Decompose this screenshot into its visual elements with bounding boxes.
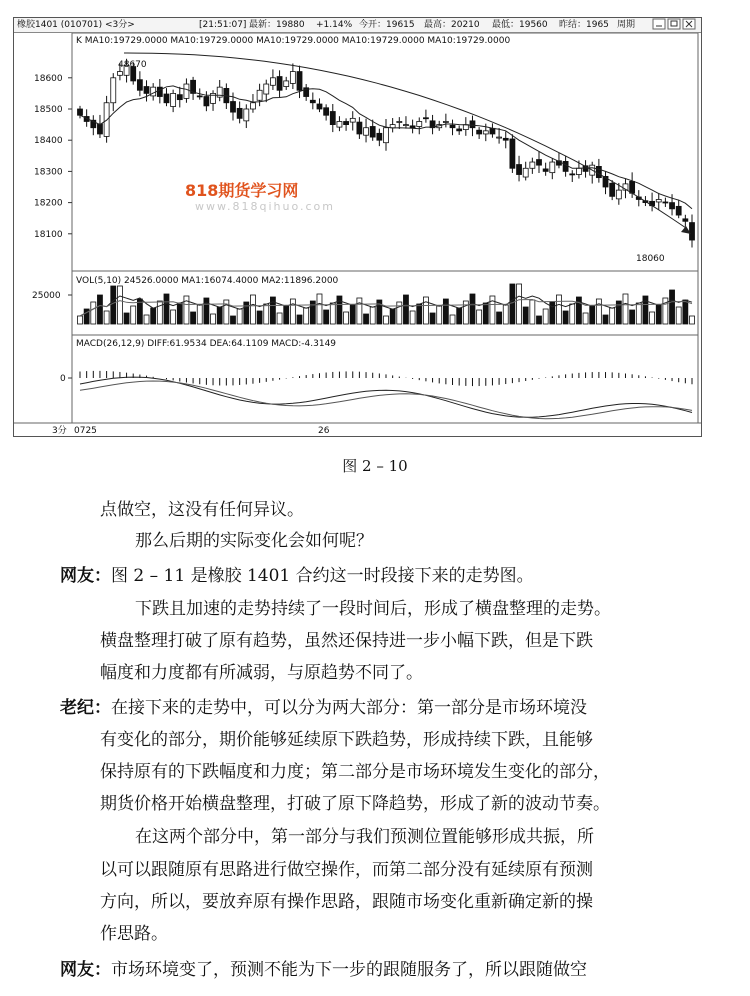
volume-bar	[397, 302, 402, 324]
paragraph-2: 那么后期的实际变化会如何呢？	[135, 531, 373, 551]
candle-body	[144, 87, 149, 94]
candle-body	[244, 109, 249, 121]
speaker-netizen-2: 网友：	[60, 960, 111, 980]
volume-bar	[517, 284, 522, 324]
speaker-netizen: 网友：	[60, 566, 111, 586]
paragraph-5-line-2: 有变化的部分，期价能够延续原下跌趋势，形成持续下跌，且能够	[100, 730, 593, 750]
volume-bar	[324, 310, 329, 324]
volume-bar	[344, 312, 349, 324]
paragraph-7-text: 市场环境变了，预测不能为下一步的跟随服务了，所以跟随做空	[111, 960, 587, 980]
volume-bar	[297, 315, 302, 324]
volume-bar	[596, 299, 601, 324]
price-tick-label: 18300	[34, 167, 63, 178]
volume-bar	[317, 294, 322, 324]
candle-body	[517, 165, 522, 175]
symbol-label: 橡胶1401 (010701) <3分>	[17, 20, 135, 30]
volume-bar	[217, 307, 222, 324]
price-header: K MA10:19729.0000 MA10:19729.0000 MA10:19729.0000 MA10:19729.0000 MA10:19729.0000	[76, 36, 511, 46]
candle-body	[357, 122, 362, 134]
volume-bar	[364, 314, 369, 324]
volume-bar	[370, 307, 375, 324]
candle-body	[137, 80, 142, 91]
candle-body	[570, 174, 575, 175]
figure-caption: 图 2 – 10	[342, 457, 408, 475]
volume-bar	[636, 303, 641, 324]
volume-bar	[510, 284, 515, 324]
candle-body	[270, 78, 275, 85]
paragraph-6-line-2: 以可以跟随原有思路进行做空操作，而第二部分没有延续原有预测	[100, 860, 593, 880]
paragraph-3	[60, 562, 534, 591]
kline-chart	[14, 33, 701, 436]
paragraph-4-line-2: 横盘整理打破了原有趋势，虽然还保持进一步小幅下跌，但是下跌	[100, 631, 593, 651]
macd-axis-ticks	[60, 374, 72, 384]
candle-body	[78, 109, 83, 115]
volume-bar	[277, 313, 282, 324]
volume-bar	[543, 309, 548, 324]
volume-bar	[204, 298, 209, 324]
candle-body	[290, 72, 295, 84]
open-label: 今开：19615	[359, 20, 415, 30]
candle-body	[470, 121, 475, 128]
volume-bar	[537, 316, 542, 324]
volume-bar	[91, 302, 96, 324]
candle-body	[423, 118, 428, 119]
paragraph-1: 点做空，这没有任何异议。	[100, 500, 304, 520]
candle-body	[503, 138, 508, 140]
volume-bar	[610, 308, 615, 324]
volume-bar	[690, 316, 695, 324]
paragraph-7	[60, 956, 587, 985]
macd-header: MACD(26,12,9) DIFF:61.9534 DEA:64.1109 MACD:-4.3149	[76, 339, 337, 349]
candle-body	[550, 162, 555, 173]
volume-bar	[330, 303, 335, 324]
volume-bar	[676, 307, 681, 324]
volume-bar	[304, 308, 309, 324]
volume-bar	[643, 296, 648, 324]
window-buttons-icon[interactable]	[652, 18, 698, 30]
volume-bar	[231, 316, 236, 324]
candle-body	[157, 87, 162, 96]
candle-body	[576, 168, 581, 174]
volume-bar	[384, 316, 389, 324]
candle-body	[523, 168, 528, 177]
candles	[78, 59, 695, 248]
volume-bars	[78, 284, 695, 324]
low-label: 最低：19560	[492, 20, 548, 30]
paragraph-4-line-3: 幅度和力度都有所减弱，与原趋势不同了。	[100, 663, 423, 683]
candle-body	[324, 108, 329, 115]
paragraph-3-text: 图 2 – 11 是橡胶 1401 合约这一时段接下来的走势图。	[111, 566, 534, 586]
volume-bar	[483, 303, 488, 324]
volume-bar	[211, 314, 216, 324]
candle-body	[317, 104, 322, 109]
macd-tick-label: 0	[60, 374, 66, 384]
candle-body	[457, 129, 462, 131]
x-start-label: 0725	[74, 426, 97, 436]
paragraph-4-line-1: 下跌且加速的走势持续了一段时间后，形成了横盘整理的走势。	[135, 599, 611, 619]
volume-bar	[450, 315, 455, 324]
prev-settle-label: 昨结：1965	[559, 20, 609, 30]
volume-bar	[264, 304, 269, 324]
volume-bar	[290, 299, 295, 324]
price-tick-label: 18200	[34, 198, 63, 209]
volume-bar	[443, 299, 448, 324]
candle-body	[477, 130, 482, 134]
candle-body	[417, 121, 422, 126]
candle-body	[197, 96, 202, 97]
candle-body	[171, 93, 176, 106]
period-label: 3分	[52, 426, 67, 436]
candle-body	[616, 190, 621, 199]
volume-bar	[197, 305, 202, 324]
candle-body	[490, 128, 495, 134]
candle-body	[97, 124, 102, 134]
candle-body	[530, 162, 535, 168]
candle-body	[330, 111, 335, 124]
volume-bar	[497, 312, 502, 324]
price-axis-ticks	[34, 74, 72, 240]
volume-bar	[490, 296, 495, 324]
candle-body	[683, 219, 688, 221]
x-mid-label: 26	[318, 426, 330, 436]
candle-body	[450, 125, 455, 127]
macd-dea-line	[80, 381, 692, 419]
volume-bar	[650, 312, 655, 324]
candle-body	[410, 126, 415, 128]
price-tick-label: 18100	[34, 229, 63, 240]
candle-body	[250, 103, 255, 109]
candle-body	[111, 78, 116, 103]
candle-body	[344, 121, 349, 124]
volume-bar	[244, 302, 249, 324]
macd-bars	[80, 371, 692, 386]
volume-bar	[530, 300, 535, 324]
candle-body	[483, 131, 488, 134]
volume-bar	[470, 294, 475, 324]
quote-title-bar	[14, 18, 701, 33]
paragraph-6-line-4: 作思路。	[100, 924, 168, 944]
candle-body	[510, 139, 515, 168]
volume-bar	[111, 286, 116, 324]
candle-body	[543, 169, 548, 171]
high-label: 最高：20210	[424, 20, 480, 30]
volume-bar	[257, 311, 262, 324]
volume-bar	[410, 311, 415, 324]
volume-bar	[457, 308, 462, 324]
volume-bar	[670, 290, 675, 324]
volume-bar	[656, 305, 661, 324]
candle-body	[310, 100, 315, 102]
candle-body	[596, 166, 601, 177]
trough-label: 18060	[636, 254, 665, 264]
candle-body	[117, 72, 122, 76]
paragraph-6-line-3: 方向，所以，要放弃原有操作思路，跟随市场变化重新确定新的操	[100, 892, 593, 912]
volume-bar	[270, 297, 275, 324]
volume-bar	[78, 316, 83, 324]
volume-bar	[603, 315, 608, 324]
volume-bar	[477, 310, 482, 324]
price-tick-label: 18500	[34, 105, 63, 115]
paragraph-5-text: 在接下来的走势中，可以分为两大部分：第一部分是市场环境没	[111, 698, 587, 718]
volume-bar	[157, 301, 162, 324]
chart-window	[13, 17, 702, 437]
candle-body	[337, 121, 342, 127]
volume-axis-ticks	[32, 291, 72, 301]
candle-body	[390, 125, 395, 128]
paragraph-5-line-1	[60, 694, 587, 723]
candle-body	[277, 77, 282, 91]
volume-bar	[523, 307, 528, 324]
candle-body	[497, 137, 502, 138]
volume-bar	[164, 294, 169, 324]
candle-body	[690, 223, 695, 240]
volume-bar	[683, 300, 688, 324]
volume-bar	[237, 309, 242, 324]
candle-body	[184, 84, 189, 98]
candle-body	[377, 133, 382, 140]
volume-bar	[630, 310, 635, 324]
candle-body	[656, 199, 661, 201]
price-tick-label: 18400	[34, 136, 63, 147]
candle-body	[364, 128, 369, 135]
candle-body	[350, 118, 355, 122]
candle-body	[204, 97, 209, 106]
candle-body	[537, 160, 542, 166]
volume-bar	[104, 311, 109, 324]
candle-body	[177, 95, 182, 100]
volume-bar	[357, 298, 362, 324]
volume-bar	[337, 296, 342, 324]
candle-body	[237, 108, 242, 118]
candle-body	[257, 90, 262, 100]
candle-body	[151, 87, 156, 96]
volume-bar	[97, 295, 102, 324]
candle-body	[630, 181, 635, 193]
candle-body	[670, 203, 675, 209]
volume-bar	[623, 294, 628, 324]
volume-bar	[503, 305, 508, 324]
candle-body	[370, 126, 375, 137]
period-button[interactable]: 周期	[617, 20, 636, 30]
candle-body	[403, 125, 408, 126]
price-tick-label: 18600	[34, 73, 63, 84]
volume-bar	[390, 309, 395, 324]
latest-label: 最新：19880	[249, 20, 305, 30]
plot-frame	[72, 33, 698, 423]
candle-body	[563, 161, 568, 171]
volume-bar	[250, 295, 255, 324]
paragraph-5-line-4: 期货价格开始横盘整理，打破了原下降趋势，形成了新的波动节奏。	[100, 794, 610, 814]
candle-body	[397, 121, 402, 122]
volume-bar	[583, 313, 588, 324]
candle-body	[610, 183, 615, 196]
volume-bar	[184, 296, 189, 324]
volume-tick-label: 25000	[32, 291, 61, 301]
volume-bar	[570, 304, 575, 324]
volume-bar	[350, 305, 355, 324]
change-label: +1.14%	[316, 20, 353, 30]
candle-body	[676, 206, 681, 215]
candle-body	[231, 102, 236, 113]
volume-bar	[284, 306, 289, 324]
volume-bar	[171, 310, 176, 324]
volume-bar	[556, 295, 561, 324]
candle-body	[284, 81, 289, 87]
volume-bar	[417, 304, 422, 324]
peak-label: 48670	[118, 60, 147, 70]
volume-bar	[563, 311, 568, 324]
candle-body	[384, 128, 389, 143]
candle-body	[264, 84, 269, 94]
speaker-laoji: 老纪：	[60, 698, 111, 718]
volume-bar	[117, 286, 122, 324]
volume-bar	[430, 313, 435, 324]
volume-bar	[191, 312, 196, 324]
volume-bar	[423, 297, 428, 324]
volume-bar	[177, 303, 182, 324]
volume-bar	[403, 295, 408, 324]
volume-bar	[131, 306, 136, 324]
watermark-logo: 818期货学习网	[185, 181, 299, 200]
volume-bar	[144, 315, 149, 324]
volume-bar	[124, 313, 129, 324]
watermark-url: www.818qihuo.com	[195, 200, 335, 213]
macd-diff-line	[80, 377, 692, 417]
paragraph-5-line-3: 保持原有的下跌幅度和力度；第二部分是市场环境发生变化的部分，	[100, 762, 610, 782]
volume-bar	[590, 306, 595, 324]
paragraph-6-line-1: 在这两个部分中，第一部分与我们预测位置能够形成共振，所	[135, 827, 594, 847]
candle-body	[164, 94, 169, 103]
candle-body	[297, 72, 302, 91]
time-label: [21:51:07]	[199, 20, 247, 30]
volume-header: VOL(5,10) 24526.0000 MA1:16074.4000 MA2:11896.2000	[76, 276, 339, 286]
volume-bar	[576, 297, 581, 324]
volume-bar	[437, 306, 442, 324]
candle-body	[663, 202, 668, 203]
volume-bar	[151, 308, 156, 324]
candle-body	[443, 121, 448, 122]
